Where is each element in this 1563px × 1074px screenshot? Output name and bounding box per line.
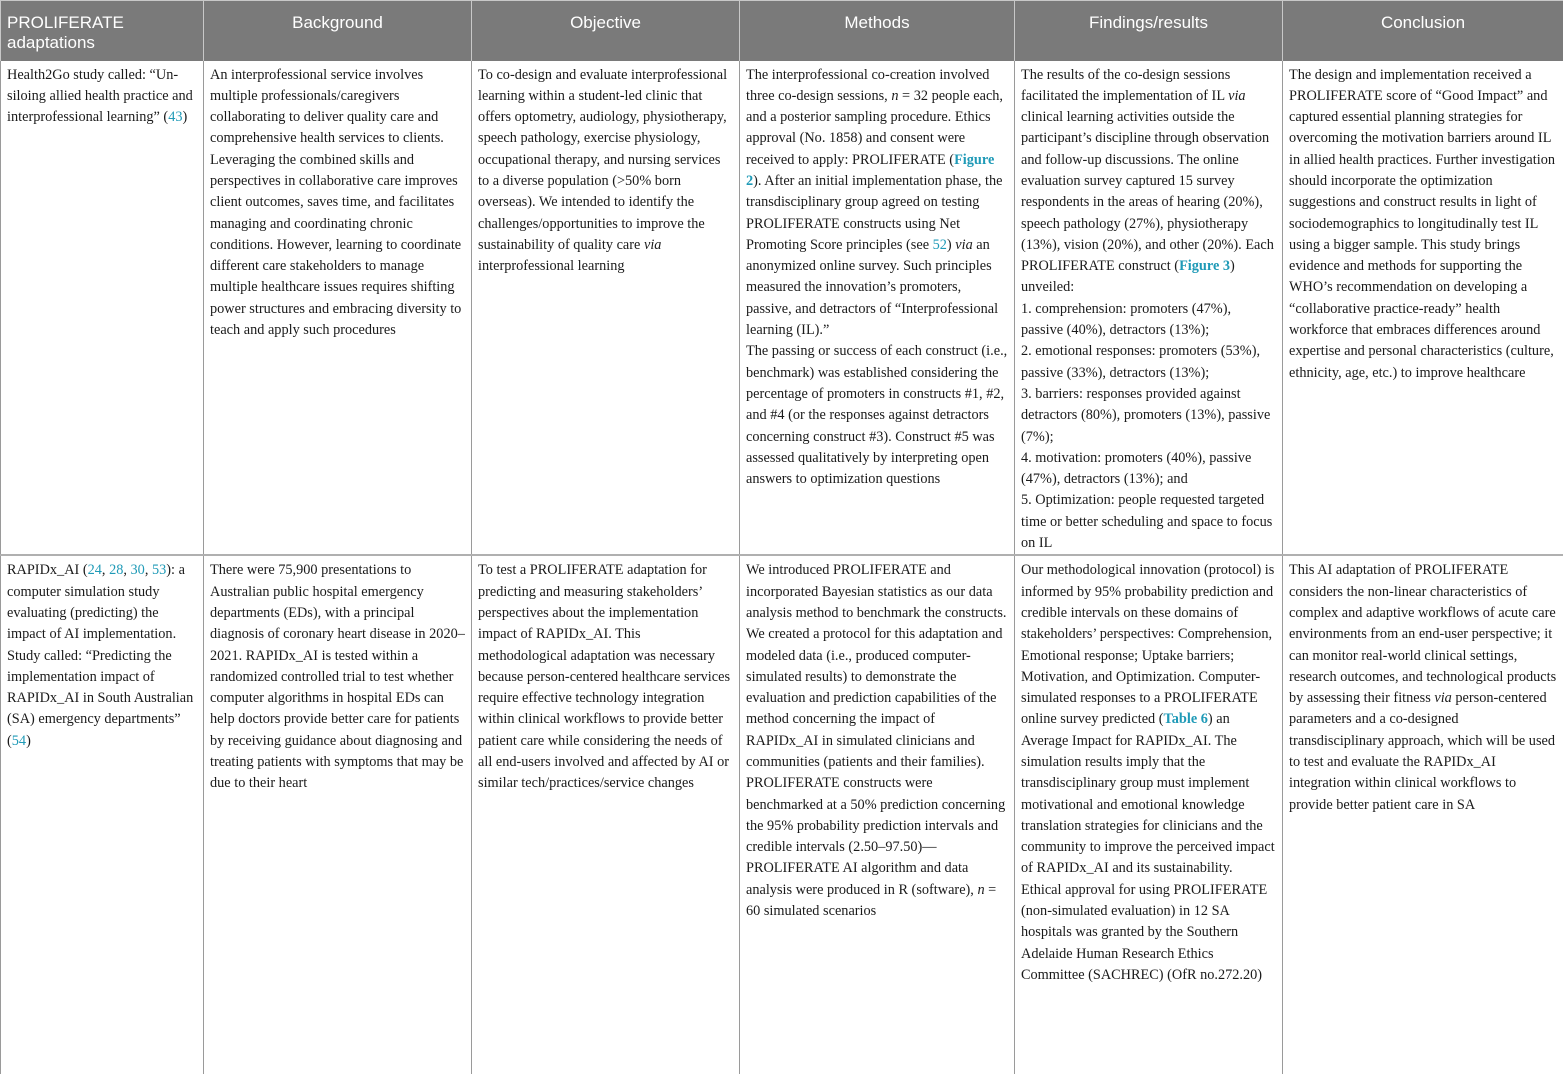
reference-link[interactable]: 54: [12, 733, 26, 749]
header-objective: Objective: [472, 1, 740, 61]
reference-link[interactable]: 30: [131, 562, 145, 578]
header-background: Background: [204, 1, 472, 61]
cell-objective: To test a PROLIFERATE adaptation for predicting and measuring stakeholders’ perspectives about the implementation impact of RAPIDx_AI. This methodological adaptation was necessary because person-centered healthcare services require effective technology integration within clinical workflows to provide better patient care while considering the needs of all end-users involved and affected by AI or similar tech/practices/service changes: [472, 555, 740, 1074]
reference-link[interactable]: 43: [168, 109, 182, 125]
cell-findings: Our methodological innovation (protocol) is informed by 95% probability prediction and credible intervals on these domains of stakeholders’ perspectives: Comprehension, Emotional response; Uptake barriers; Motivation, and Optimization. Computer-simulated responses to a PROLIFERATE online survey predicted (Table 6) an Average Impact for RAPIDx_AI. The simulation results imply that the transdisciplinary group must implement motivational and emotional knowledge translation strategies for clinicians and the community to improve the perceived impact of RAPIDx_AI and its sustainability. Ethical approval for using PROLIFERATE (non-simulated evaluation) in 12 SA hospitals was granted by the Southern Adelaide Human Research Ethics Committee (SACHREC) (OfR no.272.20): [1015, 555, 1283, 1074]
cell-methods: The interprofessional co-creation involved three co-design sessions, n = 32 people each, and a posterior sampling procedure. Ethics approval (No. 1858) and consent were received to apply: PROLIFERATE (Figure 2). After an initial implementation phase, the transdisciplinary group agreed on testing PROLIFERATE constructs using Net Promoting Score principles (see 52) via an anonymized online survey. Such principles measured the innovation’s promoters, passive, and detractors of “Interprofessional learning (IL).” The passing or success of each construct (i.e., benchmark) was established considering the percentage of promoters in constructs #1, #2, and #4 (or the responses against detractors concerning construct #3). Construct #5 was assessed qualitatively by interpreting open answers to optimization questions: [740, 61, 1015, 556]
reference-link[interactable]: 24: [88, 562, 102, 578]
header-findings: Findings/results: [1015, 1, 1283, 61]
reference-link[interactable]: 28: [109, 562, 123, 578]
cell-adaptation: Health2Go study called: “Un-siloing allied health practice and interprofessional learning” (43): [1, 61, 204, 556]
cell-background: There were 75,900 presentations to Australian public hospital emergency departments (EDs), with a principal diagnosis of coronary heart disease in 2020–2021. RAPIDx_AI is tested within a randomized controlled trial to test whether computer algorithms in hospital EDs can help doctors provide better care for patients by receiving guidance about diagnosing and treating patients with symptoms that may be due to their heart: [204, 555, 472, 1074]
cell-adaptation: RAPIDx_AI (24, 28, 30, 53): a computer simulation study evaluating (predicting) the impact of AI implementation. Study called: “Predicting the implementation impact of RAPIDx_AI in South Australian (SA) emergency departments” (54): [1, 555, 204, 1074]
table-row-rapidx-ai: [1, 555, 1563, 1074]
figure-link[interactable]: Figure 2: [746, 152, 994, 189]
list-item: 3. barriers: responses provided against detractors (80%), promoters (13%), passive (7%);: [1021, 384, 1276, 448]
figure-link[interactable]: Figure 3: [1179, 258, 1230, 274]
cell-conclusion: The design and implementation received a PROLIFERATE score of “Good Impact” and captured essential planning strategies for overcoming the motivation barriers around IL in allied health practices. Further investigation should incorporate the optimization suggestions and construct results in light of sociodemographics to longitudinally test IL using a bigger sample. This study brings evidence and methods for supporting the WHO’s recommendation on developing a “collaborative practice-ready” health workforce that embraces differences around expertise and personal characteristics (culture, ethnicity, age, etc.) to improve healthcare: [1283, 61, 1563, 556]
header-row: [1, 1, 1563, 61]
reference-link[interactable]: 52: [933, 237, 947, 253]
list-item: 5. Optimization: people requested targeted time or better scheduling and space to focus on IL: [1021, 490, 1276, 554]
reference-link[interactable]: 53: [152, 562, 166, 578]
cell-conclusion: This AI adaptation of PROLIFERATE considers the non-linear characteristics of complex and adaptive workflows of acute care environments from an end-user perspective; it can monitor real-world clinical settings, research outcomes, and technological products by assessing their fitness via person-centered parameters and a co-designed transdisciplinary approach, which will be used to test and evaluate the RAPIDx_AI integration within clinical workflows to provide better patient care in SA: [1283, 555, 1563, 1074]
cell-background: An interprofessional service involves multiple professionals/caregivers collaborating to deliver quality care and comprehensive health services to clients. Leveraging the combined skills and perspectives in collaborative care improves client outcomes, saves time, and facilitates managing and coordinating chronic conditions. However, learning to coordinate different care stakeholders to manage multiple healthcare issues requires shifting power structures and embracing diversity to teach and apply such procedures: [204, 61, 472, 556]
cell-findings: The results of the co-design sessions facilitated the implementation of IL via clinical learning activities outside the participant’s discipline through observation and follow-up discussions. The online evaluation survey captured 15 survey respondents in the areas of hearing (20%), speech pathology (27%), physiotherapy (13%), vision (20%), and other (20%). Each PROLIFERATE construct (Figure 3) unveiled: 1. comprehension: promoters (47%), passive (40%), detractors (13%); 2. emotional responses: promoters (53%), passive (33%), detractors (13%); 3. barriers: responses provided against detractors (80%), promoters (13%), passive (7%); 4. motivation: promoters (40%), passive (47%), detractors (13%); and 5. Optimization: people requested targeted time or better scheduling and space to focus on IL: [1015, 61, 1283, 556]
header-adaptations: PROLIFERATE adaptations: [1, 1, 204, 61]
list-item: 1. comprehension: promoters (47%), passive (40%), detractors (13%);: [1021, 299, 1276, 342]
cell-objective: To co-design and evaluate interprofessional learning within a student-led clinic that offers optometry, audiology, physiotherapy, speech pathology, exercise physiology, occupational therapy, and nursing services to a diverse population (>50% born overseas). We intended to identify the challenges/opportunities to improve the sustainability of quality care via interprofessional learning: [472, 61, 740, 556]
table-row-health2go: [1, 61, 1563, 556]
list-item: 2. emotional responses: promoters (53%), passive (33%), detractors (13%);: [1021, 341, 1276, 384]
header-methods: Methods: [740, 1, 1015, 61]
list-item: 4. motivation: promoters (40%), passive (47%), detractors (13%); and: [1021, 448, 1276, 491]
header-conclusion: Conclusion: [1283, 1, 1563, 61]
table-link[interactable]: Table 6: [1164, 711, 1208, 727]
cell-methods: We introduced PROLIFERATE and incorporated Bayesian statistics as our data analysis method to benchmark the constructs. We created a protocol for this adaptation and modeled data (i.e., produced computer-simulated results) to demonstrate the evaluation and prediction capabilities of the method concerning the impact of RAPIDx_AI in simulated clinicians and communities (patients and their families). PROLIFERATE constructs were benchmarked at a 50% prediction concerning the 95% probability prediction intervals and credible intervals (2.50–97.50)—PROLIFERATE AI algorithm and data analysis were produced in R (software), n = 60 simulated scenarios: [740, 555, 1015, 1074]
